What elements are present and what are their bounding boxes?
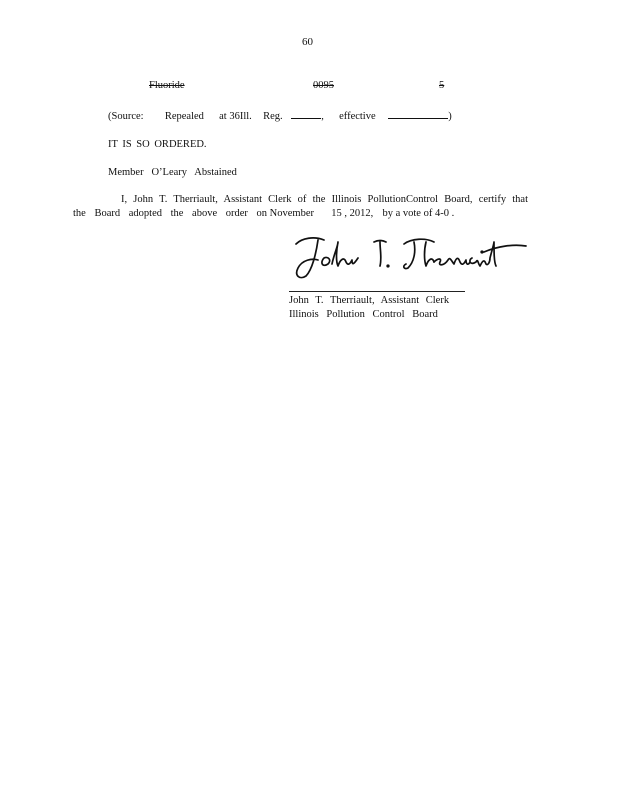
source-repealed: Repealed <box>164 111 204 122</box>
fluoride-col3: 5 <box>439 80 445 91</box>
source-prefix: (Source: <box>108 111 144 122</box>
source-comma: , <box>321 111 324 122</box>
effective-date-blank <box>388 108 448 119</box>
source-effective: effective <box>339 111 376 122</box>
certification-day-year: 15 , 2012, <box>331 208 374 219</box>
signer-name-title: John T. Therriault, Assistant Clerk <box>289 295 450 306</box>
signer-organization: Illinois Pollution Control Board <box>289 309 438 320</box>
page-number: 60 <box>302 36 313 48</box>
source-note <box>108 108 452 122</box>
source-reg: Reg. <box>263 111 283 122</box>
source-close: ) <box>448 111 452 122</box>
handwritten-signature <box>288 228 528 284</box>
certification-line-1: I, John T. Therriault, Assistant Clerk of the Illinois PollutionControl Board, certify that <box>121 194 528 205</box>
certification-line-2 <box>73 208 454 219</box>
certification-adopted-text: the Board adopted the above order on <box>73 208 268 219</box>
source-volume: 36Ill. <box>229 111 252 122</box>
fluoride-name: Fluoride <box>149 80 185 91</box>
certification-month: November <box>269 208 314 219</box>
signature-line <box>289 291 465 292</box>
member-abstained: Member O’Leary Abstained <box>108 167 237 178</box>
source-at: at <box>219 111 227 122</box>
reg-page-blank <box>291 108 321 119</box>
certification-vote: 4-0 . <box>434 208 455 219</box>
certification-vote-text: by a vote of <box>382 208 433 219</box>
fluoride-value: 0095 <box>313 80 334 91</box>
so-ordered: IT IS SO ORDERED. <box>108 139 207 150</box>
